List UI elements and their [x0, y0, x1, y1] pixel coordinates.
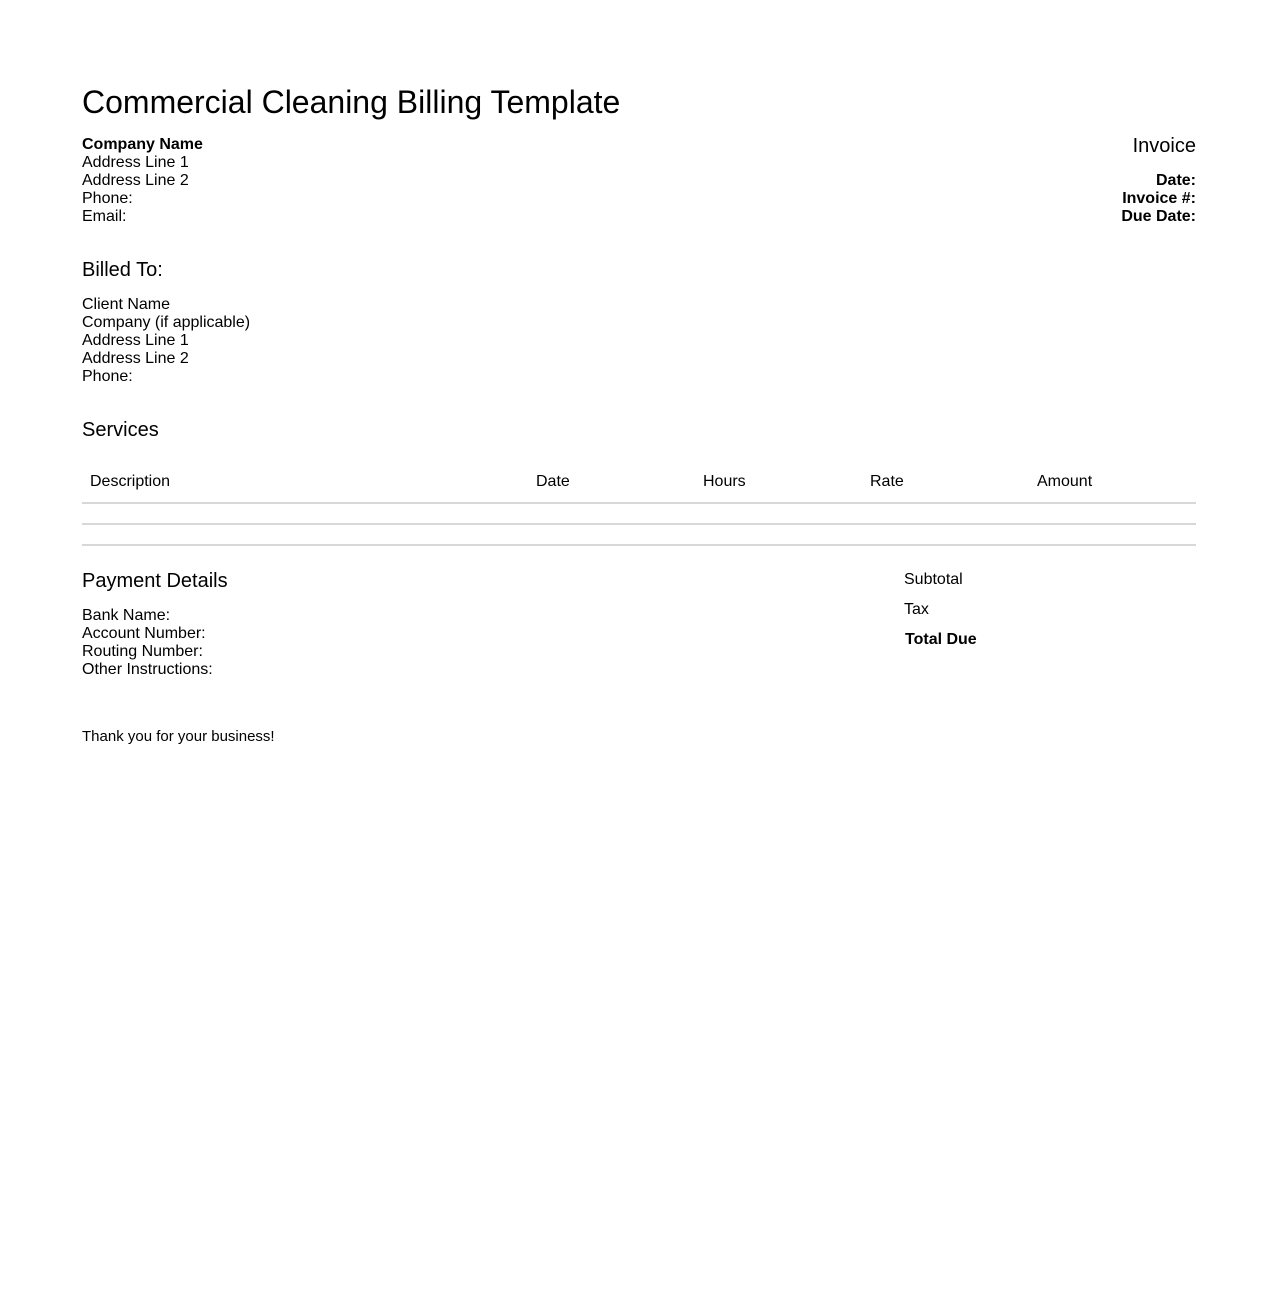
cell-rate	[862, 503, 1029, 524]
payment-details-heading: Payment Details	[82, 570, 228, 592]
column-header-hours: Hours	[695, 463, 862, 503]
client-address-line-2: Address Line 2	[82, 350, 189, 367]
thank-you-note: Thank you for your business!	[82, 728, 275, 745]
routing-number-label: Routing Number:	[82, 643, 203, 660]
cell-amount	[1029, 524, 1196, 545]
client-company: Company (if applicable)	[82, 314, 251, 331]
company-address-line-1: Address Line 1	[82, 154, 189, 171]
invoice-date-label: Date:	[1155, 172, 1196, 189]
table-row	[82, 524, 1196, 545]
column-header-date: Date	[528, 463, 695, 503]
invoice-meta	[1121, 136, 1196, 226]
invoice-number-label: Invoice #:	[1122, 190, 1196, 207]
cell-rate	[862, 524, 1029, 545]
services-heading: Services	[82, 419, 159, 441]
cell-hours	[695, 503, 862, 524]
company-email: Email:	[82, 208, 127, 225]
services-header-row	[82, 463, 1196, 503]
subtotal-label: Subtotal	[904, 571, 963, 588]
company-name: Company Name	[82, 136, 203, 153]
client-phone: Phone:	[82, 368, 133, 385]
column-header-rate: Rate	[862, 463, 1029, 503]
invoice-heading: Invoice	[1132, 135, 1196, 157]
column-header-amount: Amount	[1029, 463, 1196, 503]
services-section	[82, 420, 1196, 546]
company-phone: Phone:	[82, 190, 133, 207]
totals-section	[904, 571, 1196, 661]
company-address-line-2: Address Line 2	[82, 172, 189, 189]
page-title: Commercial Cleaning Billing Template	[82, 84, 621, 120]
column-header-description: Description	[82, 463, 528, 503]
total-due-label: Total Due	[905, 631, 977, 648]
billed-to-section	[82, 260, 250, 386]
cell-description	[82, 503, 528, 524]
cell-amount	[1029, 503, 1196, 524]
tax-label: Tax	[904, 601, 929, 618]
cell-date	[528, 524, 695, 545]
payment-details-section	[82, 571, 228, 679]
services-table	[82, 463, 1196, 546]
cell-hours	[695, 524, 862, 545]
account-number-label: Account Number:	[82, 625, 206, 642]
other-instructions-label: Other Instructions:	[82, 661, 213, 678]
invoice-due-date-label: Due Date:	[1121, 208, 1196, 225]
billed-to-heading: Billed To:	[82, 259, 163, 281]
company-info	[82, 136, 203, 226]
bank-name-label: Bank Name:	[82, 607, 171, 624]
client-name: Client Name	[82, 296, 171, 313]
table-row	[82, 503, 1196, 524]
cell-description	[82, 524, 528, 545]
cell-date	[528, 503, 695, 524]
client-address-line-1: Address Line 1	[82, 332, 189, 349]
